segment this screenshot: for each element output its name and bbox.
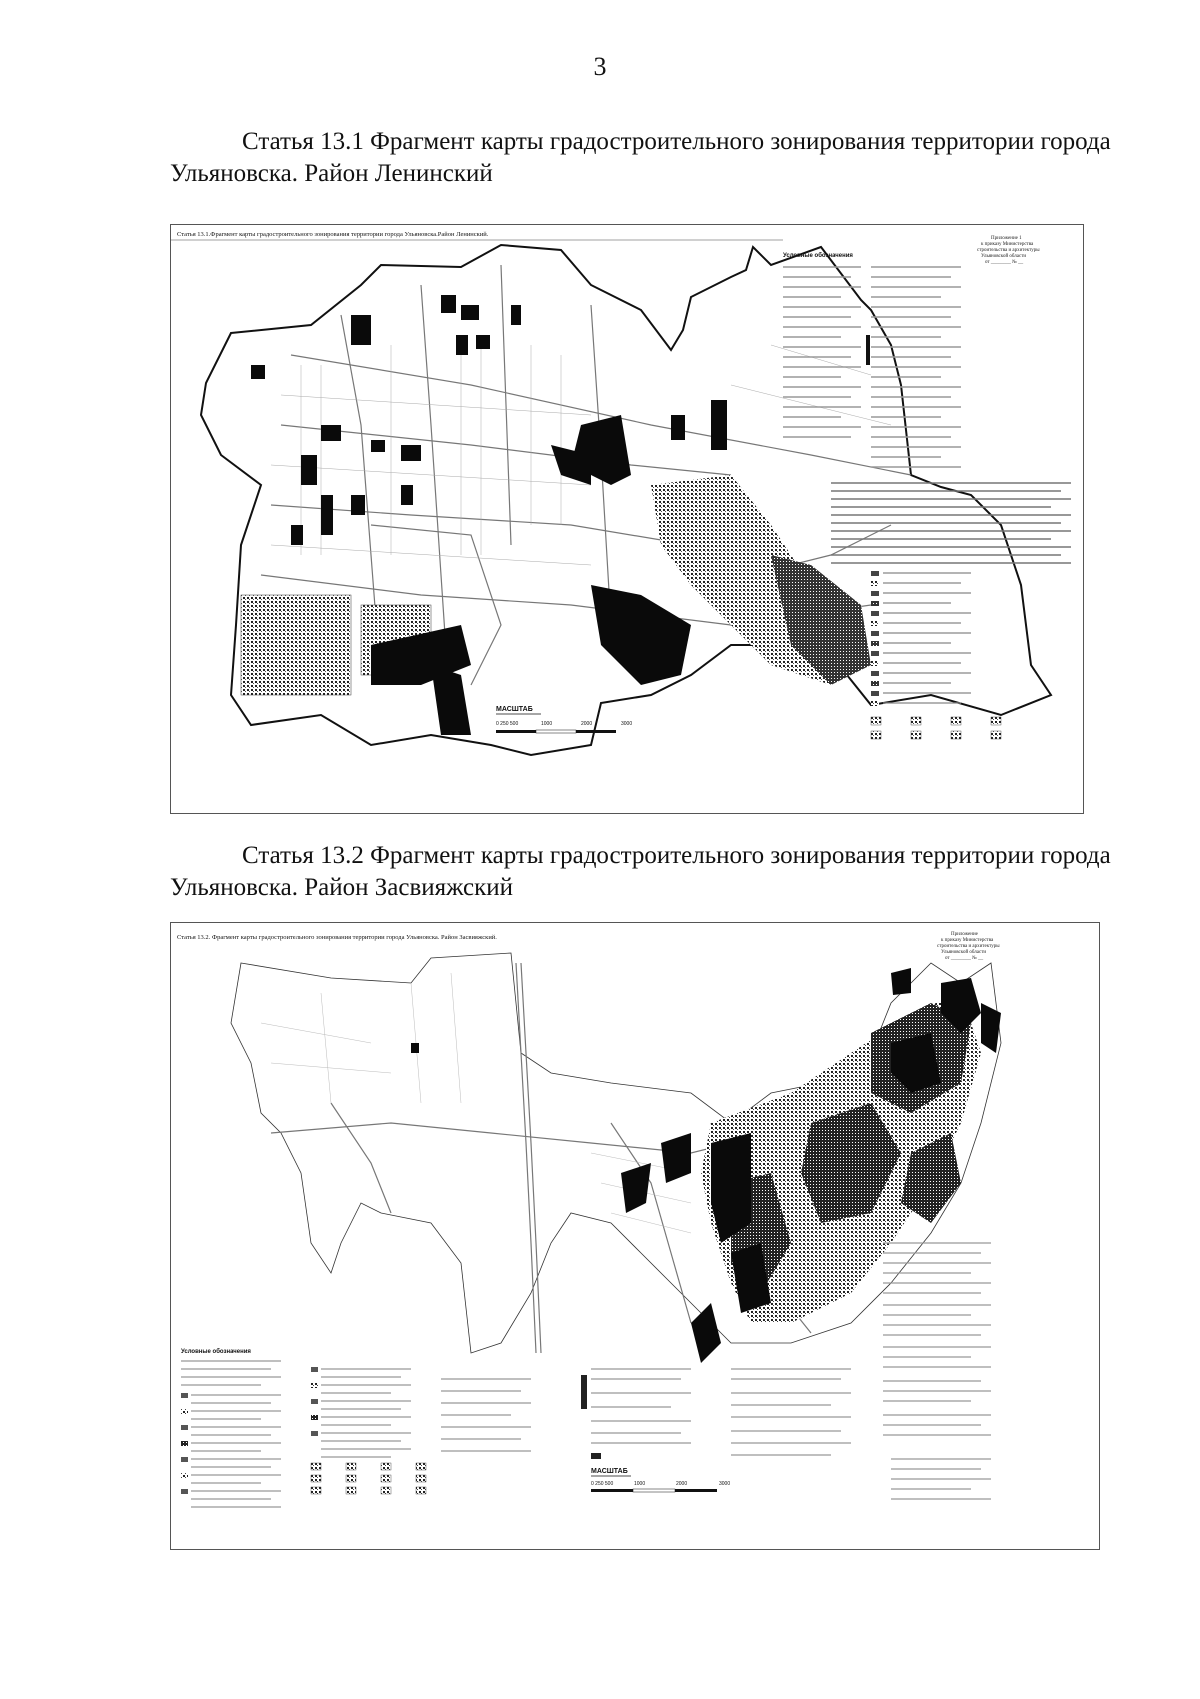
svg-text:2000: 2000 xyxy=(676,1481,688,1487)
svg-text:от ________ № __: от ________ № __ xyxy=(985,260,1024,265)
svg-text:0 250 500: 0 250 500 xyxy=(591,1481,614,1487)
map-appendix-note xyxy=(937,932,1000,961)
svg-text:2000: 2000 xyxy=(581,721,593,727)
map-caption: Статья 13.1.Фрагмент карты градостроительного зонирования территории города Ульяновска.Район Ленинский. xyxy=(177,231,489,238)
article-13-2-heading: Статья 13.2 Фрагмент карты градостроительного зонирования территории города Ульяновска. Район Засвияжский xyxy=(170,842,1111,901)
map-appendix-note xyxy=(977,236,1040,265)
svg-text:Условные обозначения: Условные обозначения xyxy=(181,1349,251,1355)
svg-text:1000: 1000 xyxy=(634,1481,646,1487)
map-caption: Статья 13.2. Фрагмент карты градостроительного зонирования территории города Ульяновска. Район Засвияжский. xyxy=(177,934,497,941)
svg-text:от ________ № __: от ________ № __ xyxy=(945,956,984,961)
zoning-map-zasviyazhsky-drawing xyxy=(171,923,1099,1549)
svg-text:МАСШТАБ: МАСШТАБ xyxy=(591,1468,628,1475)
legend-bottom xyxy=(181,1348,991,1507)
page-number: 3 xyxy=(593,52,607,81)
svg-text:3000: 3000 xyxy=(719,1481,731,1487)
svg-text:строительства и архитектуры: строительства и архитектуры xyxy=(937,944,1000,949)
svg-text:Условные обозначения: Условные обозначения xyxy=(783,253,853,259)
zoning-map-leninsky-drawing xyxy=(171,225,1083,813)
svg-text:Ульяновской области: Ульяновской области xyxy=(981,254,1027,259)
svg-text:Приложение 1: Приложение 1 xyxy=(991,236,1022,241)
svg-text:0 250 500: 0 250 500 xyxy=(496,721,519,727)
svg-text:МАСШТАБ: МАСШТАБ xyxy=(496,706,533,713)
svg-text:Приложение: Приложение xyxy=(951,932,978,937)
svg-text:к приказу Министерства: к приказу Министерства xyxy=(941,938,994,943)
zoning-map-leninsky xyxy=(170,224,1084,814)
article-13-1-heading: Статья 13.1 Фрагмент карты градостроительного зонирования территории города Ульяновска. Район Ленинский xyxy=(170,128,1111,187)
svg-text:1000: 1000 xyxy=(541,721,553,727)
svg-text:Ульяновской области: Ульяновской области xyxy=(941,950,987,955)
zoning-map-zasviyazhsky xyxy=(170,922,1100,1550)
svg-text:3000: 3000 xyxy=(621,721,633,727)
svg-text:к приказу Министерства: к приказу Министерства xyxy=(981,242,1034,247)
scale-bar xyxy=(591,1468,730,1492)
svg-text:строительства и архитектуры: строительства и архитектуры xyxy=(977,248,1040,253)
